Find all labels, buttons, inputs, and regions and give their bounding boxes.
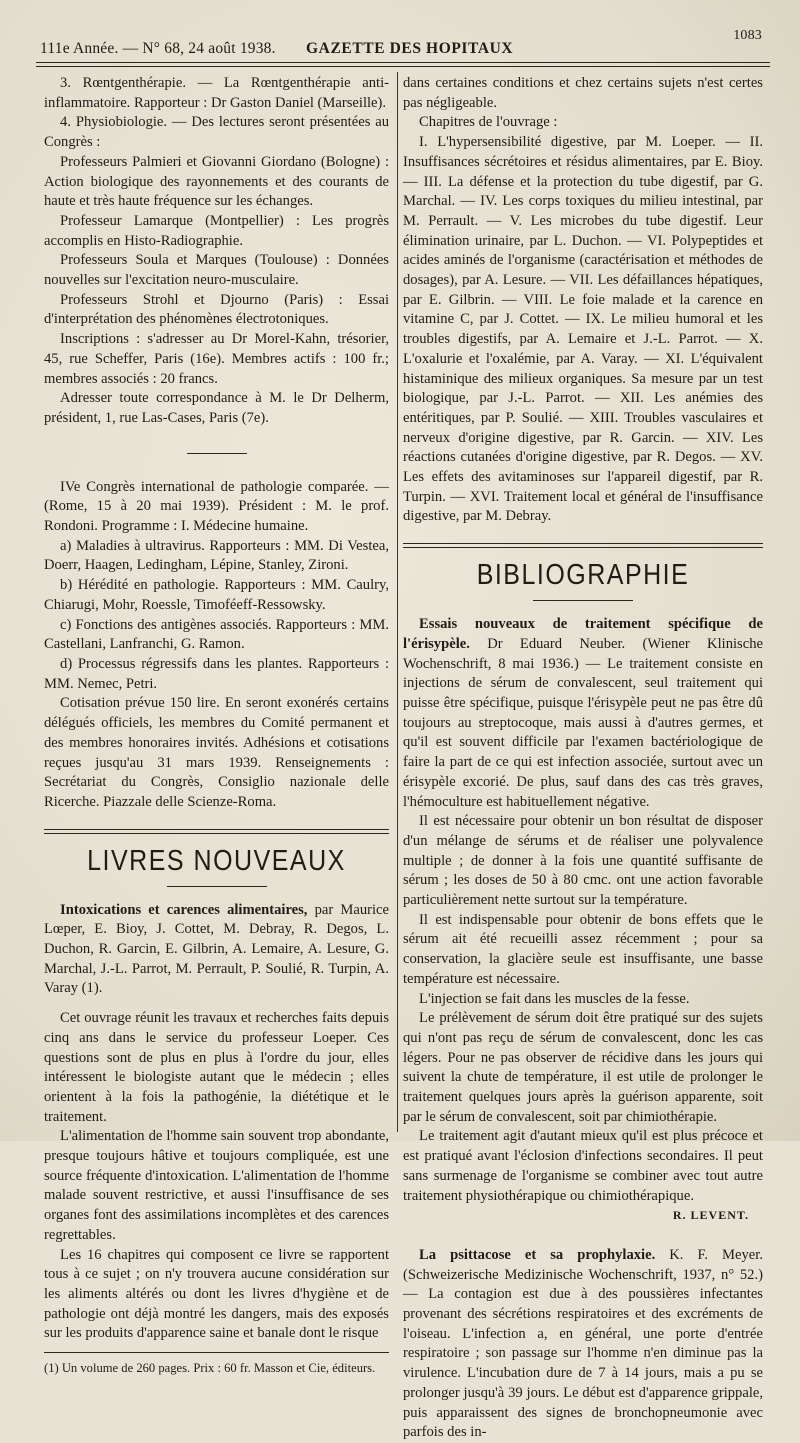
psittacose-title: La psittacose et sa prophylaxie. bbox=[419, 1246, 656, 1263]
title-underline bbox=[533, 600, 633, 601]
pathology-congress-intro: IVe Congrès international de pathologie comparée. — (Rome, 15 à 20 mai 1939). Président : M. le prof. Rondoni. Programme : I. Médecine humaine. bbox=[44, 478, 389, 535]
erysipele-reference: Dr Eduard Neuber. (Wiener Klinische Wochenschrift, 8 mai 1936.) — Le traitement consiste en injections de sérum de convalescent, seul traitement qui puisse être spécifique, puisque l'érisypèle peut ne pas être dû toujours au streptocoque, mais aussi à d'autres germes, et qu'il est souvent difficile par l'examen bactériologique de faire la part de ce qui est infection associée, surtout avec un érisypèle excorié. De plus, sauf dans des cas très graves, l'hémoculture est habituellement négative. bbox=[403, 635, 763, 810]
psittacose-text: K. F. Meyer. (Schweizerische Medizinische Wochenschrift, 1937, n° 52.) — La contagion est due à des poussières infectantes provenant des sécrétions respiratoires et des excréments de l'oiseau. L'infection a, en général, une porte d'entrée respiratoire ; son passage sur l'homme n'en diminue pas la virulence. L'incubation dure de 7 à 14 jours, mais a pu se prolonger jusqu'à 39 jours. Le début est d'apparence grippale, puis apparaissent des signes de bronchopneumonie avec parfois des in- bbox=[403, 1246, 763, 1441]
chapters-list: I. L'hypersensibilité digestive, par M. Loeper. — II. Insuffisances sécrétoires et résidus alimentaires, par E. Bioy. — III. La défense et la protection du tube digestif, par G. Marchal. — IV. Les corps toxiques du milieu intestinal, par M. Perrault. — V. Les microbes du tube digestif. Leur élimination urinaire, par L. Duchon. — VI. Polypeptides et acides aminés de l'organisme (caractérisation et méthodes de dosages), par A. Lesure. — VII. Les défaillances hépatiques, par E. Gilbrin. — VIII. Le foie malade et la carence en vitamine C, par J. Cottet. — IX. Le milieu humoral et les troubles digestifs, par A. Lemaire et J.-L. Parrot. — X. L'oxalurie et l'oxalémie, par A. Varay. — XI. L'équivalent histaminique des milieux organiques. Sa mesure par un test biologique, par J.-L. Parrot. — XII. Les anémies des entéritiques, par P. Soulié. — XIII. Troubles vasculaires et nerveux d'origine digestive, par R. Garcin. — XIV. Les réactions cutanées d'origine digestive, par R. Degos. — XV. Les effets des avitaminoses sur l'appareil digestif, par R. Turpin. — XVI. Traitement local et général de l'insuffisance digestive, par M. Debray. bbox=[403, 134, 763, 525]
page-header bbox=[36, 28, 766, 62]
left-column bbox=[44, 74, 389, 1379]
spacer bbox=[403, 1226, 763, 1236]
book-paragraph: L'alimentation de l'homme sain souvent trop abondante, presque toujours hâtive et toujours compliquée, est une source fréquente d'intoxication. L'alimentation de l'homme malade souvent restrictive, et aussi l'insuffisance de ses organes font des assimilations incomplètes et des carences regrettables. bbox=[44, 1128, 389, 1243]
header-rule-thin bbox=[36, 66, 770, 67]
book-paragraph: Les 16 chapitres qui composent ce livre se rapportent tous à ce sujet ; on n'y trouvera aucune considération sur les aliments altérés ou dont les livres d'hygiène et de pathologie ont déjà montré les dangers, mais des exposés sur les produits d'apparence saine et banale dont le risque bbox=[44, 1246, 389, 1342]
column-divider bbox=[397, 72, 398, 1132]
pathology-item: a) Maladies à ultravirus. Rapporteurs : MM. Di Vestea, Doerr, Haagen, Ledingham, Lépine, Stanley, Zironi. bbox=[44, 537, 389, 574]
congress-item: Inscriptions : s'adresser au Dr Morel-Kahn, trésorier, 45, rue Scheffer, Paris (16e). Membres actifs : 100 fr.; membres associés : 20 francs. bbox=[44, 331, 389, 387]
section-rule bbox=[44, 829, 389, 834]
congress-item: Adresser toute correspondance à M. le Dr Delherm, président, 1, rue Las-Cases, Paris (7e). bbox=[44, 390, 389, 426]
books-section-title: LIVRES NOUVEAUX bbox=[87, 844, 346, 877]
author-signature: R. LEVENT. bbox=[672, 1208, 749, 1223]
spacer bbox=[44, 999, 389, 1009]
congress-item: 4. Physiobiologie. — Des lectures seront présentées au Congrès : bbox=[44, 114, 389, 151]
book-paragraph: Cet ouvrage réunit les travaux et recherches faits depuis cinq ans dans le service du professeur Loeper. Ces questions sont de plus en plus à l'ordre du jour, elles intéressent le biologiste autant que le médecin ; elles orientent à la fois la pathogénie, la diététique et le traitement. bbox=[44, 1010, 389, 1125]
congress-item: 3. Rœntgenthérapie. — La Rœntgenthérapie anti-inflammatoire. Rapporteur : Dr Gaston Daniel (Marseille). bbox=[44, 75, 389, 111]
footnote-rule bbox=[44, 1352, 389, 1353]
congress-item: Professeurs Strohl et Djourno (Paris) : Essai d'interprétation des phénomènes électrotoniques. bbox=[44, 291, 389, 328]
continued-text: dans certaines conditions et chez certains sujets n'est certes pas négligeable. bbox=[403, 75, 763, 111]
section-rule bbox=[403, 543, 763, 548]
erysipele-paragraph: Le prélèvement de sérum doit être pratiqué sur des sujets qui n'ont pas reçu de sérum de convalescent, donc les cas légers. Pour ne pas observer de récidive dans les jours qui suivent la chute de température, il est utile de prolonger le traitement quelques jours après la guérison apparente, soit par le sérum de convalescent, soit par chimiothérapie. bbox=[403, 1010, 763, 1125]
congress-item: Professeurs Soula et Marques (Toulouse) : Données nouvelles sur l'excitation neuro-musculaire. bbox=[44, 252, 389, 289]
erysipele-paragraph: L'injection se fait dans les muscles de la fesse. bbox=[419, 990, 690, 1007]
bibliography-section-title: BIBLIOGRAPHIE bbox=[476, 559, 690, 592]
erysipele-paragraph: Il est indispensable pour obtenir de bons effets que le sérum ait été recueilli assez récemment ; pour sa conservation, la glacière seule est insuffisante, une basse température est nécessaire. bbox=[403, 911, 763, 987]
journal-title: GAZETTE DES HOPITAUX bbox=[306, 40, 514, 57]
erysipele-entry bbox=[403, 615, 763, 812]
book-entry-title: Intoxications et carences alimentaires, bbox=[60, 901, 308, 918]
book-entry bbox=[44, 901, 389, 1000]
pathology-item: d) Processus régressifs dans les plantes. Rapporteurs : MM. Nemec, Petri. bbox=[44, 655, 389, 692]
pathology-item: b) Hérédité en pathologie. Rapporteurs : MM. Caulry, Chiarugi, Mohr, Roessle, Timoféeff-Ressowsky. bbox=[44, 577, 389, 613]
issue-info: 111e Année. — N° 68, 24 août 1938. bbox=[40, 40, 276, 57]
title-underline bbox=[167, 886, 267, 887]
book-entry-authors: par Maurice Lœper, E. Bioy, J. Cottet, M. Debray, R. Degos, L. Duchon, R. Garcin, E. Gilbrin, A. Lemaire, A. Lesure, G. Marchal, J.-L. Parrot, M. Perrault, P. Soulié, R. Turpin, A. Varay (1). bbox=[44, 901, 389, 997]
header-rule bbox=[36, 62, 770, 63]
spacer bbox=[403, 1236, 763, 1246]
erysipele-paragraph: Le traitement agit d'autant mieux qu'il est plus précoce et est pratiqué avant l'éclosion d'infections secondaires. Il peut sans surmenage de l'organisme se combiner avec tout autre traitement physiothérapique ou chimiothérapique. bbox=[403, 1128, 763, 1204]
chapters-label: Chapitres de l'ouvrage : bbox=[419, 114, 558, 131]
congress-item: Professeur Lamarque (Montpellier) : Les progrès accomplis en Histo-Radiographie. bbox=[44, 212, 389, 249]
pathology-item: c) Fonctions des antigènes associés. Rapporteurs : MM. Castellani, Lanfranchi, G. Ramon. bbox=[44, 616, 389, 653]
footnote: (1) Un volume de 260 pages. Prix : 60 fr. Masson et Cie, éditeurs. bbox=[44, 1361, 376, 1376]
separator bbox=[187, 453, 247, 454]
pathology-item: Cotisation prévue 150 lire. En seront exonérés certains délégués officiels, les membres du Comité permanent et des membres honoraires invités. Adhésions et cotisations reçues jusqu'au 31 mars 1939. Renseignements : Secrétariat du Congrès, Consiglio nazionale delle Ricerche. Piazzale delle Scienze-Roma. bbox=[44, 695, 389, 810]
psittacose-entry bbox=[403, 1246, 763, 1443]
page-number: 1083 bbox=[733, 28, 762, 43]
congress-item: Professeurs Palmieri et Giovanni Giordano (Bologne) : Action biologique des rayonnements et des courants de haute et très haute fréquence sur les échanges. bbox=[44, 153, 389, 210]
erysipele-title: Essais nouveaux de traitement spécifique de l'érisypèle. bbox=[403, 616, 763, 652]
right-column bbox=[403, 74, 763, 1443]
erysipele-paragraph: Il est nécessaire pour obtenir un bon résultat de disposer d'un mélange de sérums et de réaliser une polyvalence multiple ; de donner à la fois une quantité suffisante de sérum ; les doses de 50 à 80 cmc. ont une action favorable particulièrement nette surtout sur la température. bbox=[403, 813, 763, 909]
